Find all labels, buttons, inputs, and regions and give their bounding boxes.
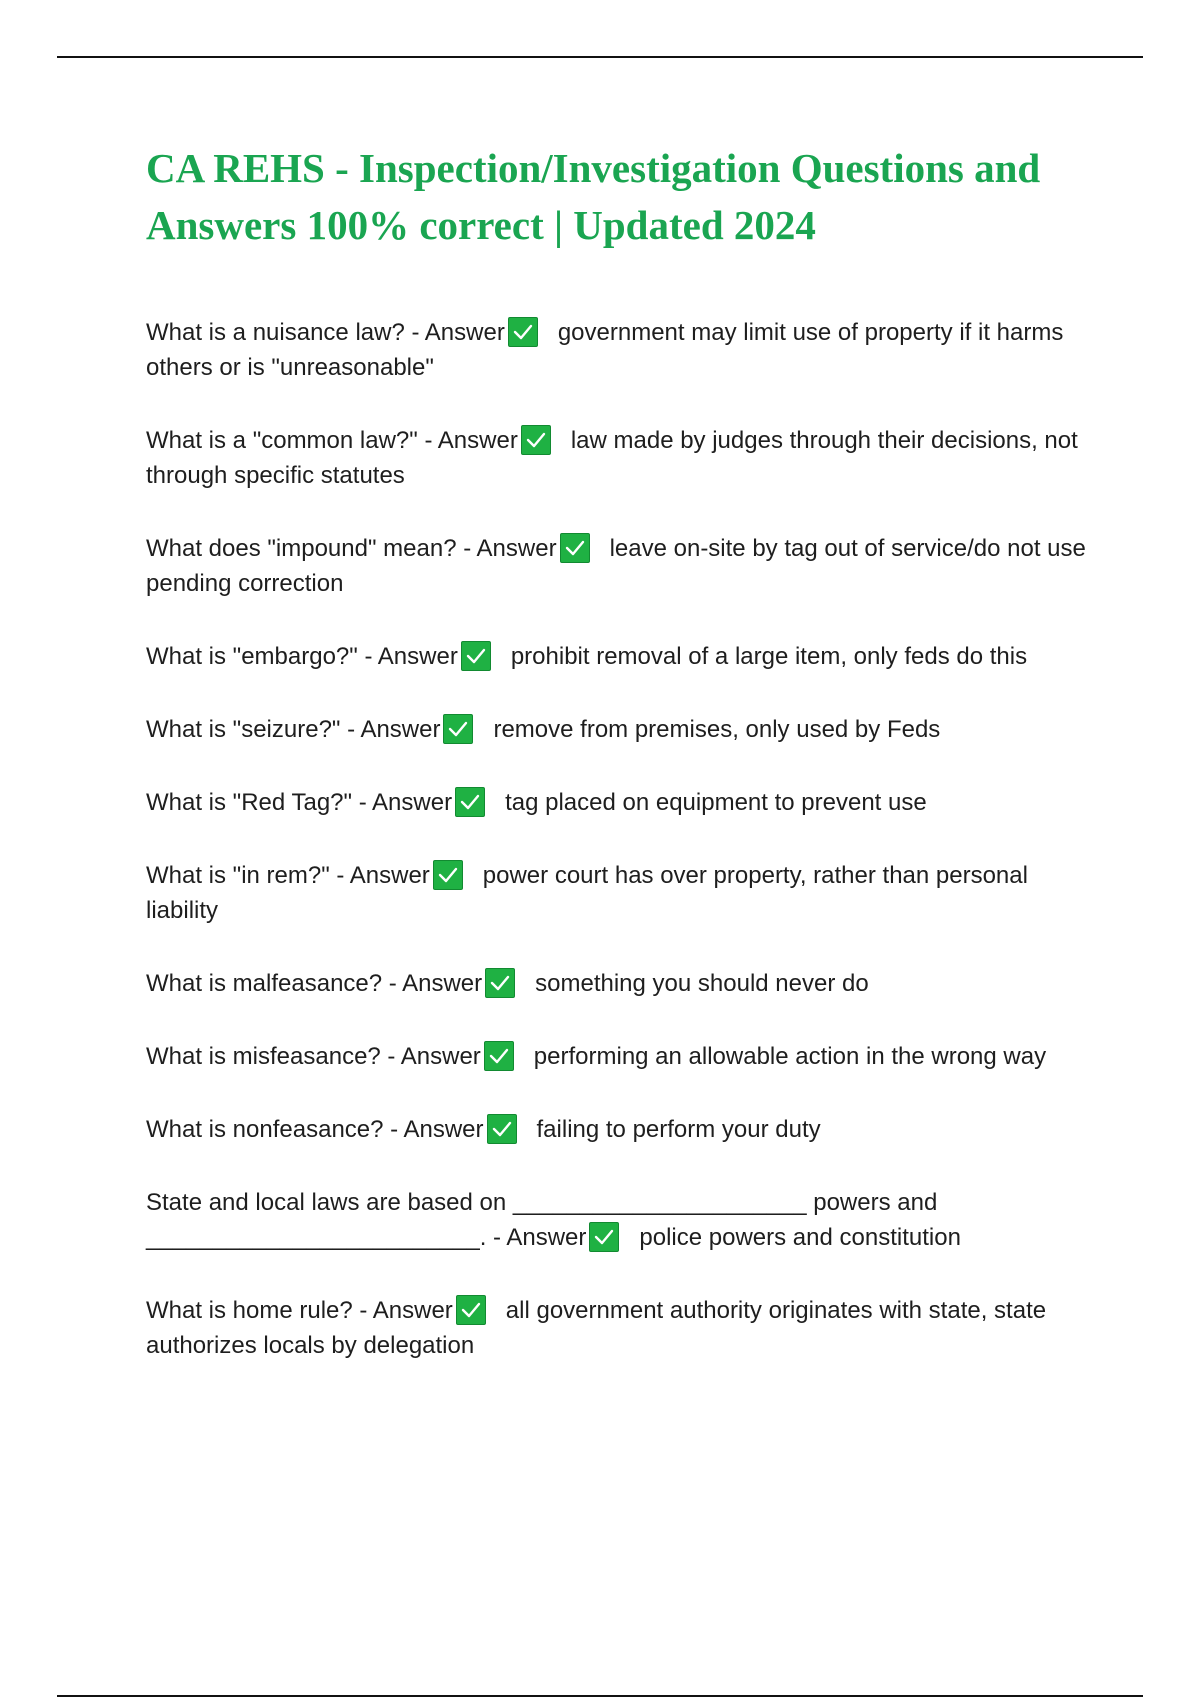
qa-item (146, 858, 1106, 928)
answer-separator: - Answer (382, 970, 483, 997)
qa-list (146, 315, 1106, 1401)
answer-separator: - Answer (383, 1116, 484, 1143)
answer-separator: - Answer (352, 789, 453, 816)
qa-item (146, 966, 1106, 1001)
checkmark-icon (560, 533, 590, 563)
question-text: What is "in rem?" (146, 862, 330, 889)
question-text: What is home rule? (146, 1297, 353, 1324)
qa-item (146, 531, 1106, 601)
qa-item (146, 1112, 1106, 1147)
answer-text: law made by judges through their decisions, not through specific statutes (146, 427, 1078, 489)
checkmark-icon (508, 317, 538, 347)
question-text: What is "embargo?" (146, 643, 358, 670)
answer-separator: - Answer (404, 319, 505, 346)
checkmark-icon (443, 714, 473, 744)
answer-separator: - Answer (486, 1224, 587, 1251)
answer-separator: - Answer (329, 862, 430, 889)
checkmark-icon (455, 787, 485, 817)
answer-text: prohibit removal of a large item, only feds do this (510, 643, 1028, 670)
question-text: What is malfeasance? (146, 970, 383, 997)
qa-item (146, 712, 1106, 747)
question-text: What is a nuisance law? (146, 319, 405, 346)
question-text: What does "impound" mean? (146, 535, 457, 562)
top-rule (57, 56, 1143, 58)
question-text: What is a "common law?" (146, 427, 418, 454)
answer-text: power court has over property, rather than personal liability (146, 862, 1028, 924)
answer-separator: - Answer (352, 1297, 453, 1324)
question-text: What is "Red Tag?" (146, 789, 353, 816)
answer-text: remove from premises, only used by Feds (493, 716, 941, 743)
qa-item (146, 1039, 1106, 1074)
question-text: What is nonfeasance? (146, 1116, 384, 1143)
checkmark-icon (433, 860, 463, 890)
answer-separator: - Answer (380, 1043, 481, 1070)
answer-text: tag placed on equipment to prevent use (505, 789, 927, 816)
question-text: State and local laws are based on ______________________ powers and _________________________. (146, 1189, 938, 1251)
qa-item (146, 1185, 1106, 1255)
answer-separator: - Answer (340, 716, 441, 743)
answer-text: government may limit use of property if it harms others or is "unreasonable" (146, 319, 1064, 381)
answer-text: all government authority originates with state, state authorizes locals by delegation (146, 1297, 1047, 1359)
question-text: What is "seizure?" (146, 716, 341, 743)
qa-item (146, 423, 1106, 493)
checkmark-icon (487, 1114, 517, 1144)
answer-separator: - Answer (417, 427, 518, 454)
qa-item (146, 785, 1106, 820)
qa-item (146, 1293, 1106, 1363)
answer-separator: - Answer (456, 535, 557, 562)
qa-item (146, 315, 1106, 385)
answer-text: leave on-site by tag out of service/do not use pending correction (146, 535, 1086, 597)
answer-text: police powers and constitution (639, 1224, 961, 1251)
answer-text: something you should never do (535, 970, 869, 997)
checkmark-icon (484, 1041, 514, 1071)
checkmark-icon (461, 641, 491, 671)
checkmark-icon (589, 1222, 619, 1252)
answer-text: performing an allowable action in the wrong way (533, 1043, 1047, 1070)
qa-item (146, 639, 1106, 674)
question-text: What is misfeasance? (146, 1043, 381, 1070)
checkmark-icon (521, 425, 551, 455)
answer-text: failing to perform your duty (536, 1116, 821, 1143)
checkmark-icon (456, 1295, 486, 1325)
bottom-rule (57, 1695, 1143, 1697)
document-title: CA REHS - Inspection/Investigation Questions and Answers 100% correct | Updated 2024 (146, 145, 1041, 248)
checkmark-icon (485, 968, 515, 998)
answer-separator: - Answer (357, 643, 458, 670)
